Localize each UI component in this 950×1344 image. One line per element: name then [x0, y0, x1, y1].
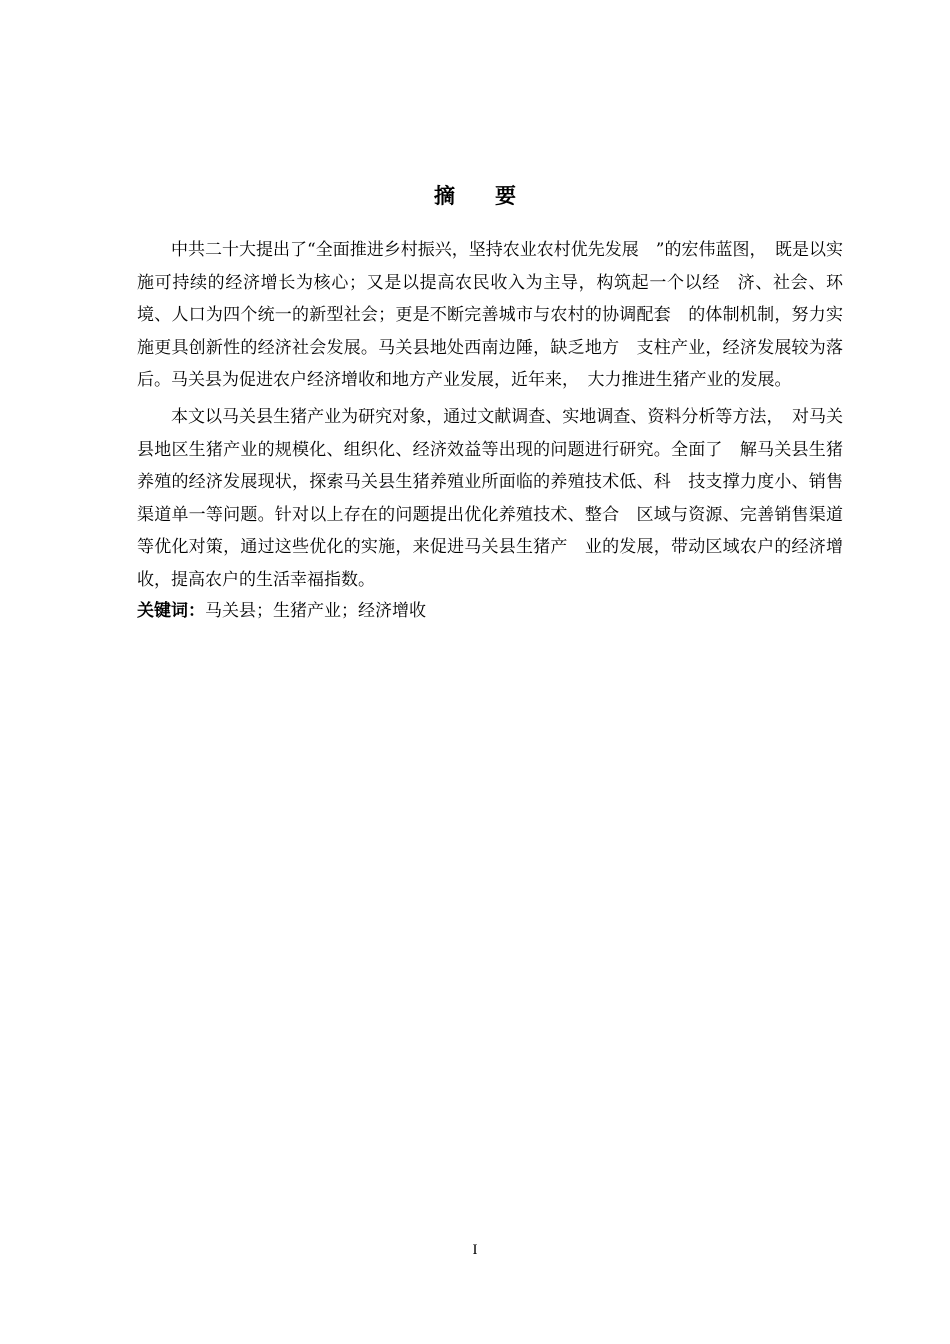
abstract-paragraph-1: 中共二十大提出了“全面推进乡村振兴，坚持农业农村优先发展 ”的宏伟蓝图， 既是以实施可持续的经济增长为核心；又是以提高农民收入为主导，构筑起一个以经 济、社会、环境、人口为四个统一的新型社会；更是不断完善城市与农村的协调配套 的体制机制，努力实施更具创新性的经济社会发展。马关县地处西南边陲，缺乏地方 支柱产业，经济发展较为落后。马关县为促进农户经济增收和地方产业发展，近年来， 大力推进生猪产业的发展。	[137, 240, 843, 391]
abstract-title-char-2: 要	[495, 184, 516, 208]
abstract-title-char-1: 摘	[434, 184, 455, 208]
keywords-text: 马关县；生猪产业；经济增收	[205, 600, 426, 621]
keywords-label: 关键词：	[137, 600, 205, 621]
page-number: I	[472, 1242, 478, 1258]
keywords-line	[137, 596, 843, 626]
abstract-paragraph-2: 本文以马关县生猪产业为研究对象，通过文献调查、实地调查、资料分析等方法， 对马关县地区生猪产业的规模化、组织化、经济效益等出现的问题进行研究。全面了 解马关县生猪养殖的经济发展现状，探索马关县生猪养殖业所面临的养殖技术低、科 技支撑力度小、销售渠道单一等问题。针对以上存在的问题提出优化养殖技术、整合 区域与资源、完善销售渠道等优化对策，通过这些优化的实施，来促进马关县生猪产 业的发展，带动区域农户的经济增收，提高农户的生活幸福指数。	[137, 406, 843, 590]
abstract-title	[0, 181, 950, 211]
abstract-body	[137, 234, 843, 626]
